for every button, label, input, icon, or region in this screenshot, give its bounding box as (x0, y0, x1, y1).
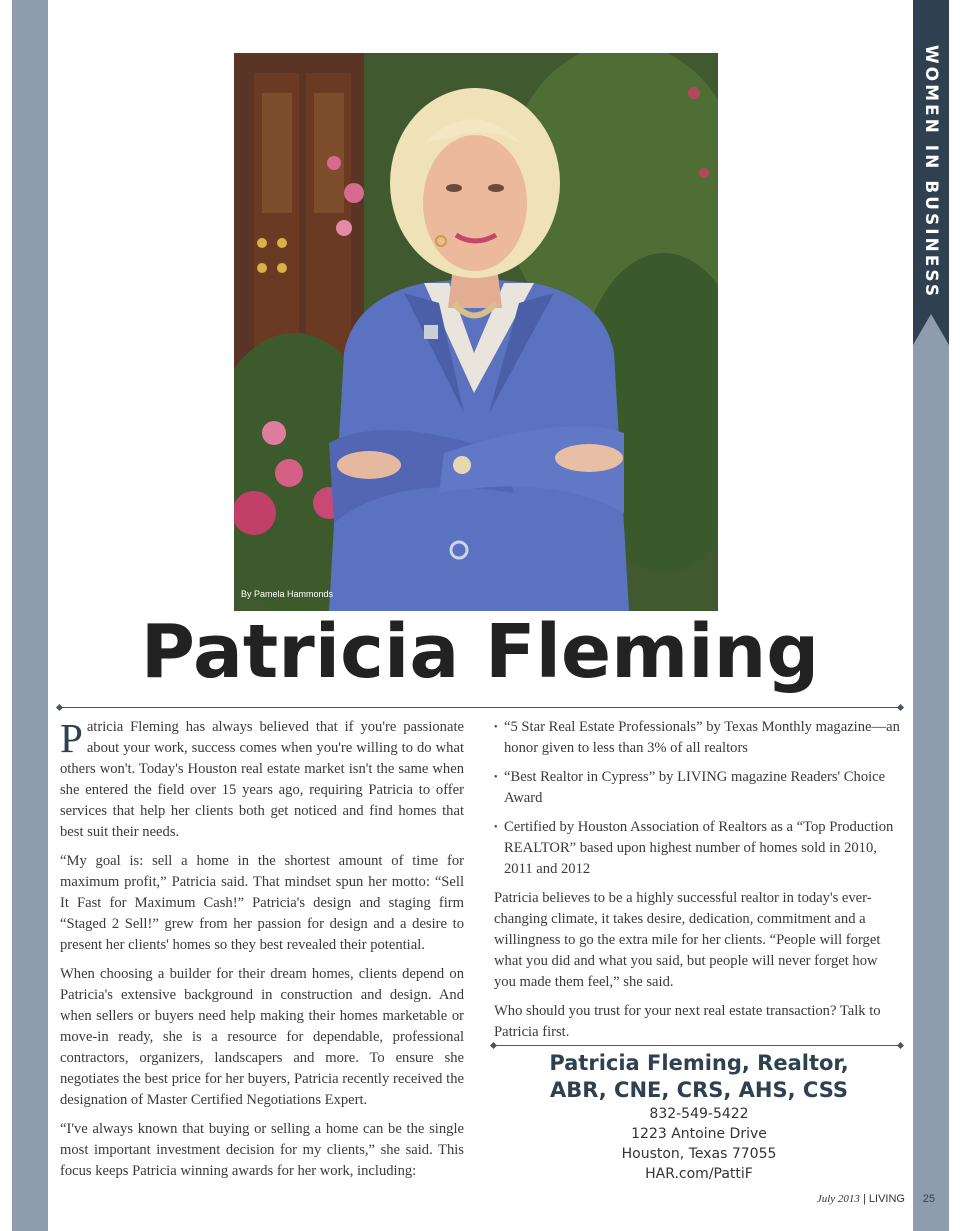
contact-street: 1223 Antoine Drive (631, 1126, 767, 1142)
contact-divider (494, 1045, 900, 1046)
paragraph-awards-intro: “I've always known that buying or selling a home can be the single most important investment decision for my clients,” she said. This focus keeps Patricia winning awards for her work, including: (60, 1121, 464, 1179)
contact-website: HAR.com/PattiF (645, 1166, 753, 1182)
awards-list (494, 717, 900, 880)
portrait-photo (234, 53, 718, 611)
paragraph-builder: When choosing a builder for their dream homes, clients depend on Patricia's extensive background in construction and design. And when sellers or buyers need help making their homes marketable or move-in ready, she is a resource for dependable, professional contractors, organizers, landscapers and more. To ensure she negotiates the best price for her buyers, Patricia recently received the designation of Master Certified Negotiations Expert. (60, 966, 464, 1108)
footer-issue: July 2013 (816, 1193, 860, 1205)
list-item: • “5 Star Real Estate Professionals” by Texas Monthly magazine—an honor given to less than 3% of all realtors (494, 717, 900, 759)
paragraph-success: Patricia believes to be a highly successful realtor in today's ever-changing climate, it takes desire, dedication, commitment and a willingness to go the extra mile for her clients. “People will forget what you did and what you said, but people will never forget how you made them feel,” she said. (494, 890, 881, 990)
page-footer (700, 1193, 905, 1205)
list-item: • “Best Realtor in Cypress” by LIVING magazine Readers' Choice Award (494, 767, 900, 809)
right-column (494, 717, 900, 1051)
section-tab-label: WOMEN IN BUSINESS (921, 44, 941, 300)
paragraph-motto: “My goal is: sell a home in the shortest amount of time for maximum profit,” Patricia said. That mindset spun her motto: “Sell It Fast for Maximum Cash!” Patricia's design and staging firm “Staged 2 Sell!” grew from her passion for design and a desire to present her clients' homes so they best revealed their potential. (60, 853, 464, 953)
contact-credentials: ABR, CNE, CRS, AHS, CSS (549, 1078, 849, 1102)
left-column (60, 717, 464, 1190)
footer-magazine: LIVING (868, 1193, 905, 1205)
photo-credit: By Pamela Hammonds (241, 589, 334, 599)
footer-separator: | (863, 1193, 866, 1205)
contact-city: Houston, Texas 77055 (621, 1146, 777, 1162)
contact-block (494, 1050, 904, 1184)
title-divider (60, 707, 900, 708)
paragraph-closing: Who should you trust for your next real estate transaction? Talk to Patricia first. (494, 1003, 881, 1040)
drop-cap: P (60, 715, 83, 761)
portrait-illustration (234, 53, 718, 611)
list-item: • Certified by Houston Association of Realtors as a “Top Production REALTOR” based upon highest number of homes sold in 2010, 2011 and 2012 (494, 817, 900, 880)
paragraph-intro-text: atricia Fleming has always believed that if you're passionate about your work, success comes when you're willing to do what others won't. Today's Houston real estate market isn't the same when she entered the field over 15 years ago, requiring Patricia to offer services that help her clients both get noticed and find homes that best suit their needs. (60, 719, 464, 840)
contact-phone: 832-549-5422 (649, 1106, 749, 1122)
paragraph-intro (60, 717, 464, 843)
article-title: Patricia Fleming (140, 609, 820, 695)
contact-name: Patricia Fleming, Realtor, (549, 1051, 849, 1075)
page-number: 25 (922, 1193, 935, 1205)
